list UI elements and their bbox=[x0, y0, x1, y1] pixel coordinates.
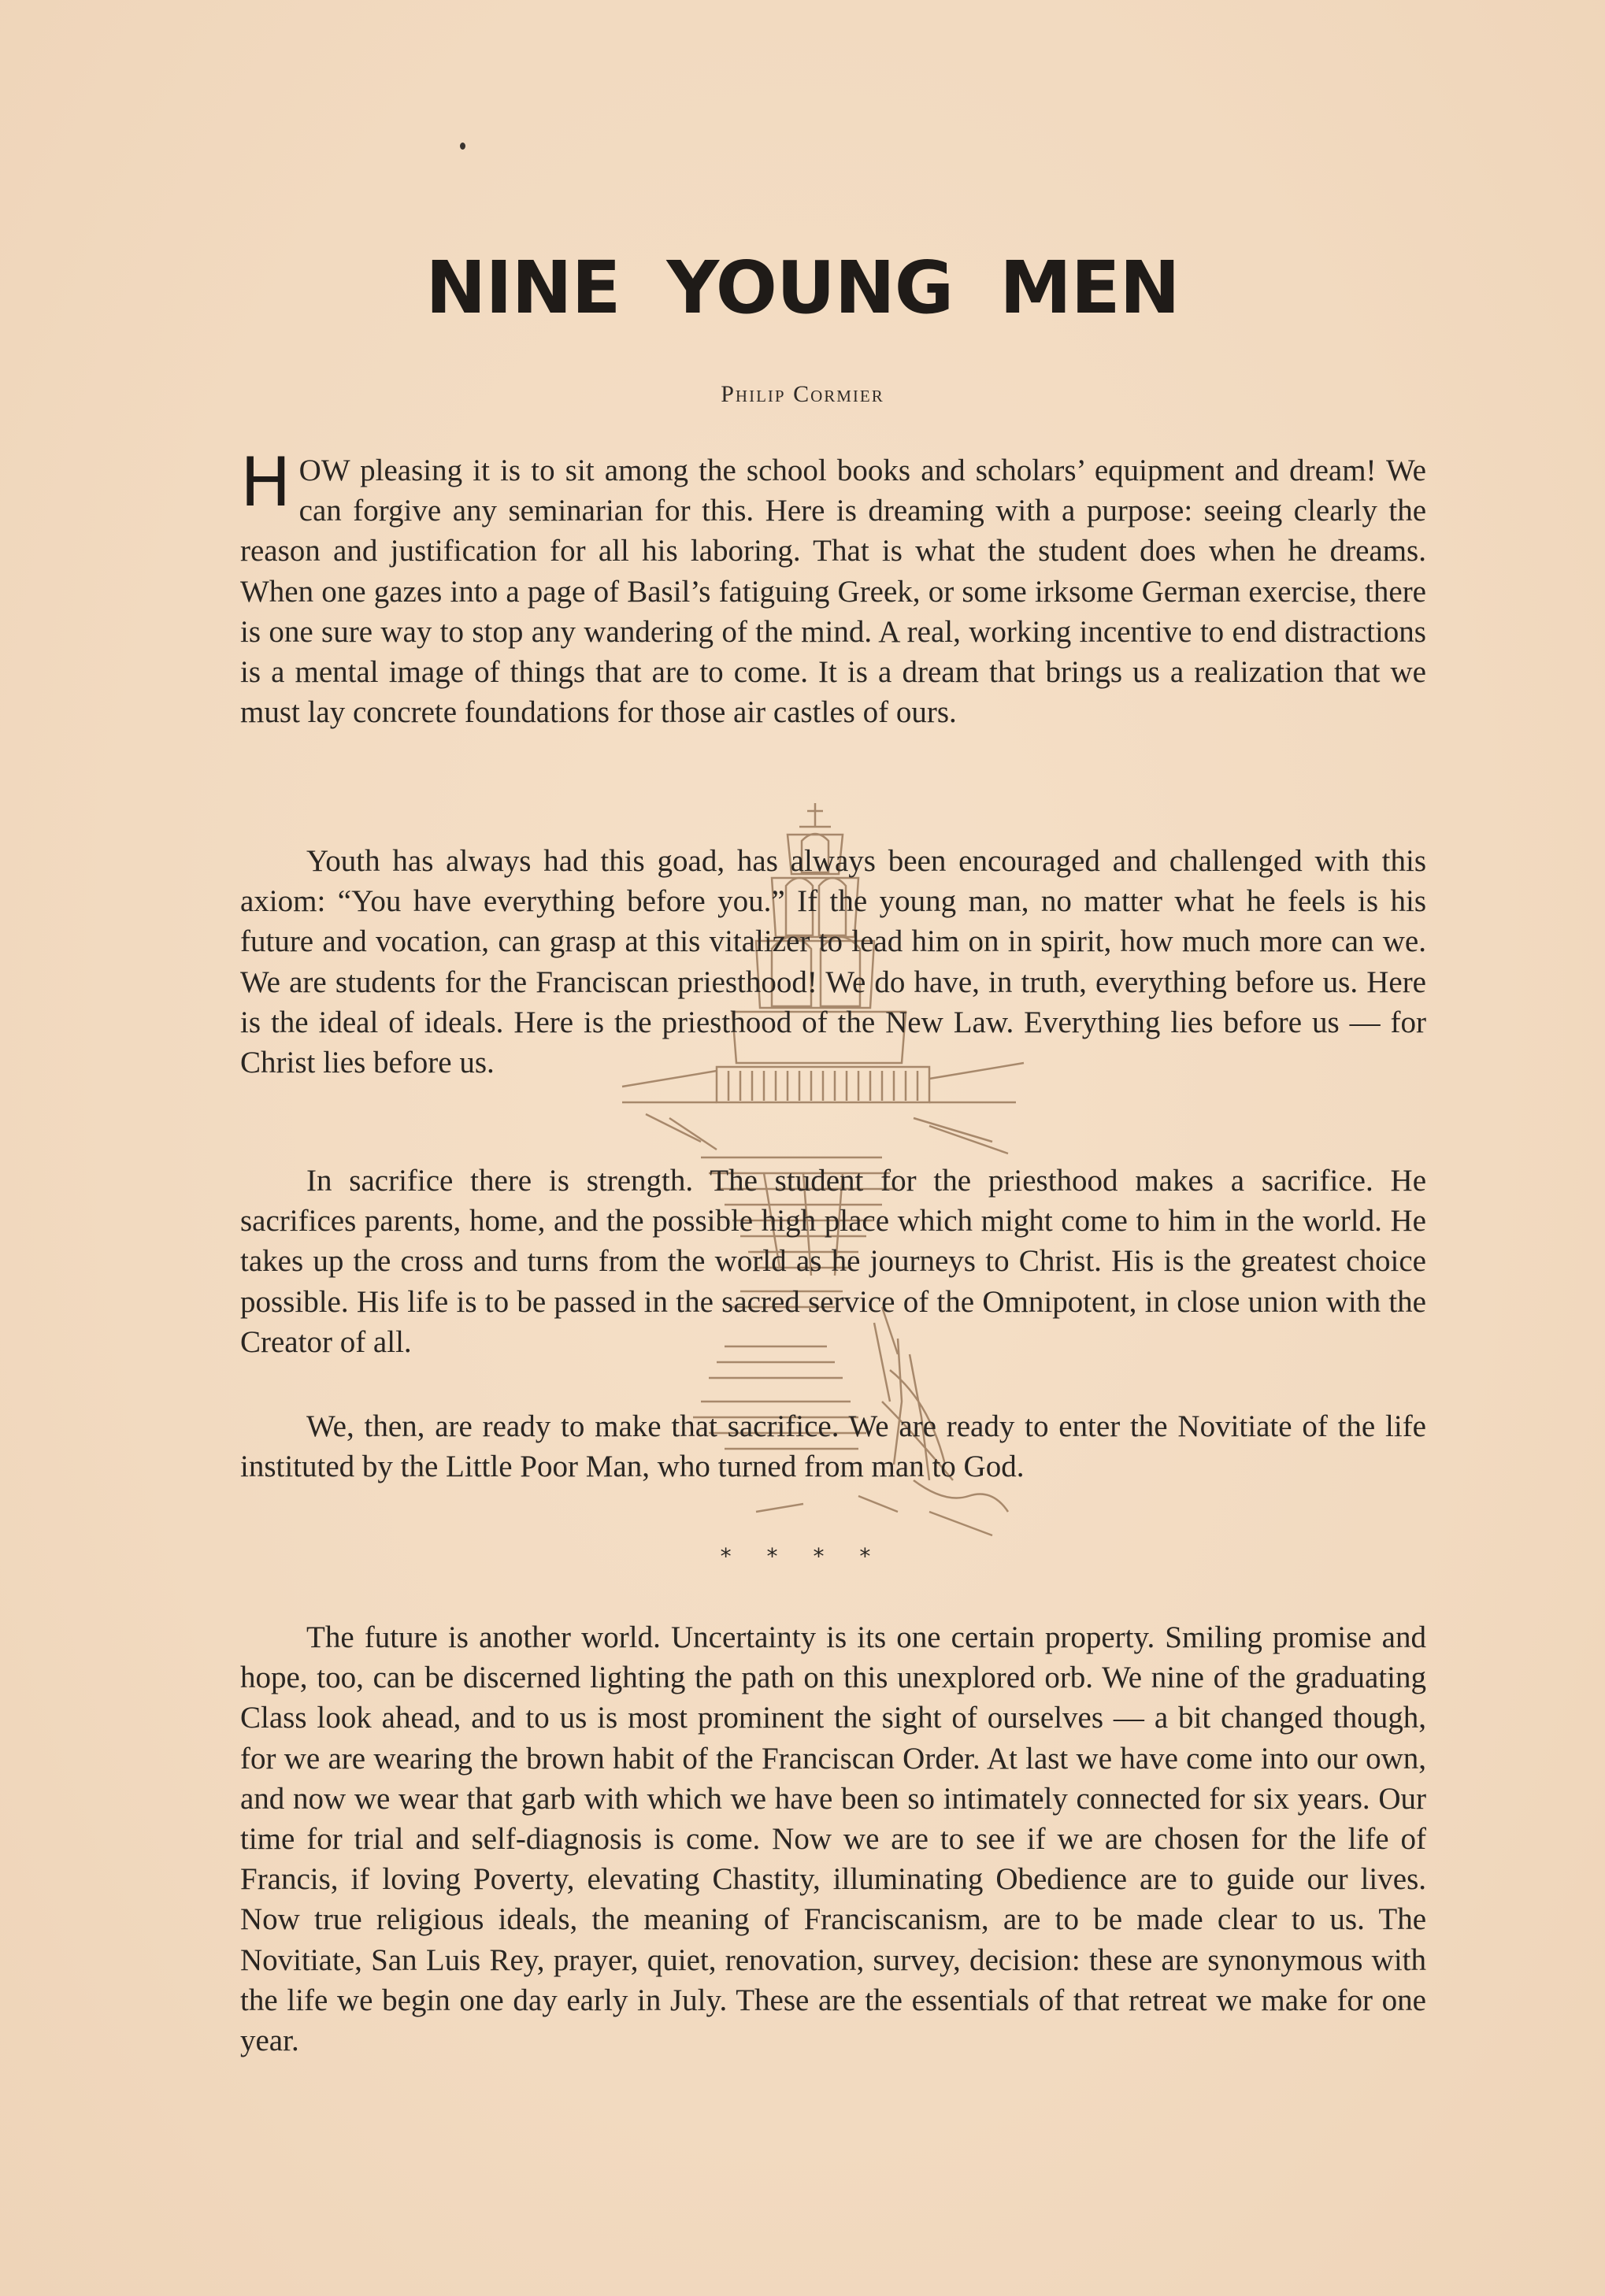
article-author: Philip Cormier bbox=[721, 381, 884, 407]
paragraph-5-text: The future is another world. Uncertainty is its one certain property. Smiling promise and hope, too, can be discerned lighting the path on this unexplored orb. We nine of the graduating Class look ahead, and to us is most prominent the sight of ourselves — a bit changed though, for we are wearing the brown habit of the Franciscan Order. At last we have come into our own, and now we wear that garb with which we have been so intimately connected for six years. Our time for trial and self-diagnosis is come. Now we are to see if we are chosen for the life of Francis, if loving Poverty, elevating Chastity, illuminating Obedience are to guide our lives. Now true religious ideals, the meaning of Franciscanism, are to be made clear to us. The Novitiate, San Luis Rey, prayer, quiet, renovation, survey, decision: these are synonymous with the life we begin one day early in July. These are the essentials of that retreat we make for one year. bbox=[240, 1620, 1426, 2058]
paragraph-2-text: Youth has always had this goad, has always been encouraged and challenged with this axiom: “You have everything before you.” If the young man, no matter what he feels is his future and vocation, can grasp at this vitalizer to lead him on in spirit, how much more can we. We are students for the Franciscan priesthood! We do have, in truth, everything before us. Here is the ideal of ideals. Here is the priesthood of the New Law. Everything lies before us — for Christ lies before us. bbox=[240, 844, 1426, 1080]
paragraph-3-text: In sacrifice there is strength. The student for the priesthood makes a sacrifice. He sacrifices parents, home, and the possible high place which might come to him in the world. He takes up the cross and turns from the world as he journeys to Christ. His is the greatest choice possible. His life is to be passed in the sacred service of the Omnipotent, in close union with the Creator of all. bbox=[240, 1164, 1426, 1359]
drop-cap: H bbox=[240, 443, 291, 522]
paragraph-3 bbox=[240, 1161, 1426, 1362]
paragraph-1-text: OW pleasing it is to sit among the school books and scholars’ equipment and dream! We can forgive any seminarian for this. Here is dreaming with a purpose: seeing clearly the reason and justification for all his laboring. That is what the student does when he dreams. When one gazes into a page of Basil’s fatiguing Greek, or some irksome German exercise, there is one sure way to stop any wandering of the mind. A real, working incentive to end distractions is a mental image of things that are to come. It is a dream that brings us a realization that we must lay concrete foundations for those air castles of ours. bbox=[240, 454, 1426, 730]
paragraph-5 bbox=[240, 1617, 1426, 2061]
paragraph-4 bbox=[240, 1406, 1426, 1487]
section-separator: * * * * bbox=[720, 1543, 885, 1569]
paragraph-2 bbox=[240, 841, 1426, 1083]
paragraph-4-text: We, then, are ready to make that sacrifice. We are ready to enter the Novitiate of the life instituted by the Little Poor Man, who turned from man to God. bbox=[240, 1409, 1426, 1484]
ink-speck bbox=[460, 143, 465, 150]
paragraph-1 bbox=[240, 443, 1426, 732]
article-title: NINE YOUNG MEN bbox=[425, 246, 1180, 330]
